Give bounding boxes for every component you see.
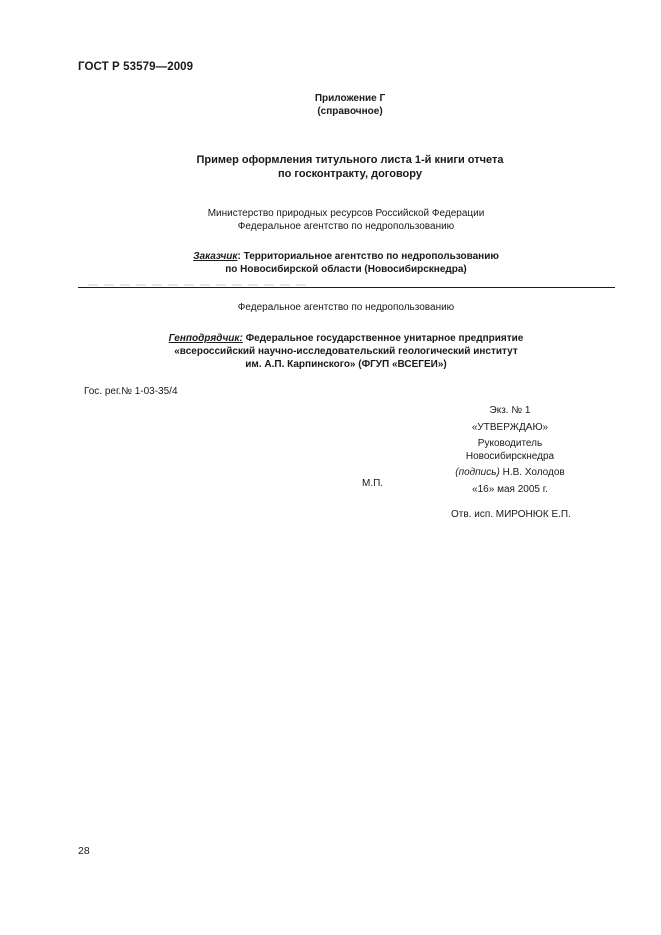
approval-date: «16» мая 2005 г.: [472, 483, 548, 495]
copy-number: Экз. № 1: [489, 405, 531, 416]
position-line2: Новосибирскнедра: [465, 450, 555, 462]
contractor-line2: «всероссийский научно-исследовательский геологический институт: [174, 346, 518, 357]
appendix-title: Приложение Г: [314, 93, 386, 104]
responsible-person: Отв. исп. МИРОНЮК Е.П.: [451, 509, 571, 520]
example-title-line1: Пример оформления титульного листа 1-й книги отчета: [196, 154, 504, 166]
contractor-line1: [140, 332, 552, 345]
ministry-line1: Министерство природных ресурсов Российской Федерации: [207, 208, 485, 219]
approve-stamp: «УТВЕРЖДАЮ»: [471, 421, 549, 433]
example-title-line2: по госконтракту, договору: [278, 168, 422, 180]
agency-below-rule: Федеральное агентство по недропользованию: [237, 302, 455, 313]
example-title: [140, 153, 560, 181]
stamp-place: М.П.: [362, 478, 384, 489]
standard-code-header: ГОСТ Р 53579—2009: [78, 61, 194, 73]
ministry-line2: Федеральное агентство по недропользованию: [237, 220, 455, 232]
customer-separator: :: [237, 251, 241, 262]
page-number: 28: [78, 845, 90, 857]
contractor-block: [140, 332, 552, 371]
customer-block: [140, 250, 552, 276]
ministry-block: [140, 208, 552, 233]
signature-label: (подпись): [455, 467, 500, 478]
signer-name: Н.В. Холодов: [499, 467, 565, 478]
customer-name-part1: Территориальное агентство по недропользованию: [240, 251, 499, 262]
approval-block: [430, 405, 590, 496]
signature-line: [430, 467, 590, 480]
appendix-heading: [250, 92, 450, 118]
customer-line1: [140, 250, 552, 263]
appendix-subtitle: (справочное): [317, 106, 383, 117]
contractor-line3: им. А.П. Карпинского» (ФГУП «ВСЕГЕИ»): [245, 359, 447, 370]
position-line1: Руководитель: [477, 438, 543, 449]
customer-line2: по Новосибирской области (Новосибирскнедра): [225, 264, 467, 275]
customer-label: Заказчик: [193, 251, 238, 262]
horizontal-rule: [78, 287, 615, 288]
contractor-label: Генподрядчик:: [168, 333, 243, 344]
contractor-name-part1: Федеральное государственное унитарное предприятие: [242, 333, 524, 344]
registration-number: Гос. рег.№ 1-03-35/4: [84, 386, 178, 397]
scan-artifact: [88, 284, 308, 286]
